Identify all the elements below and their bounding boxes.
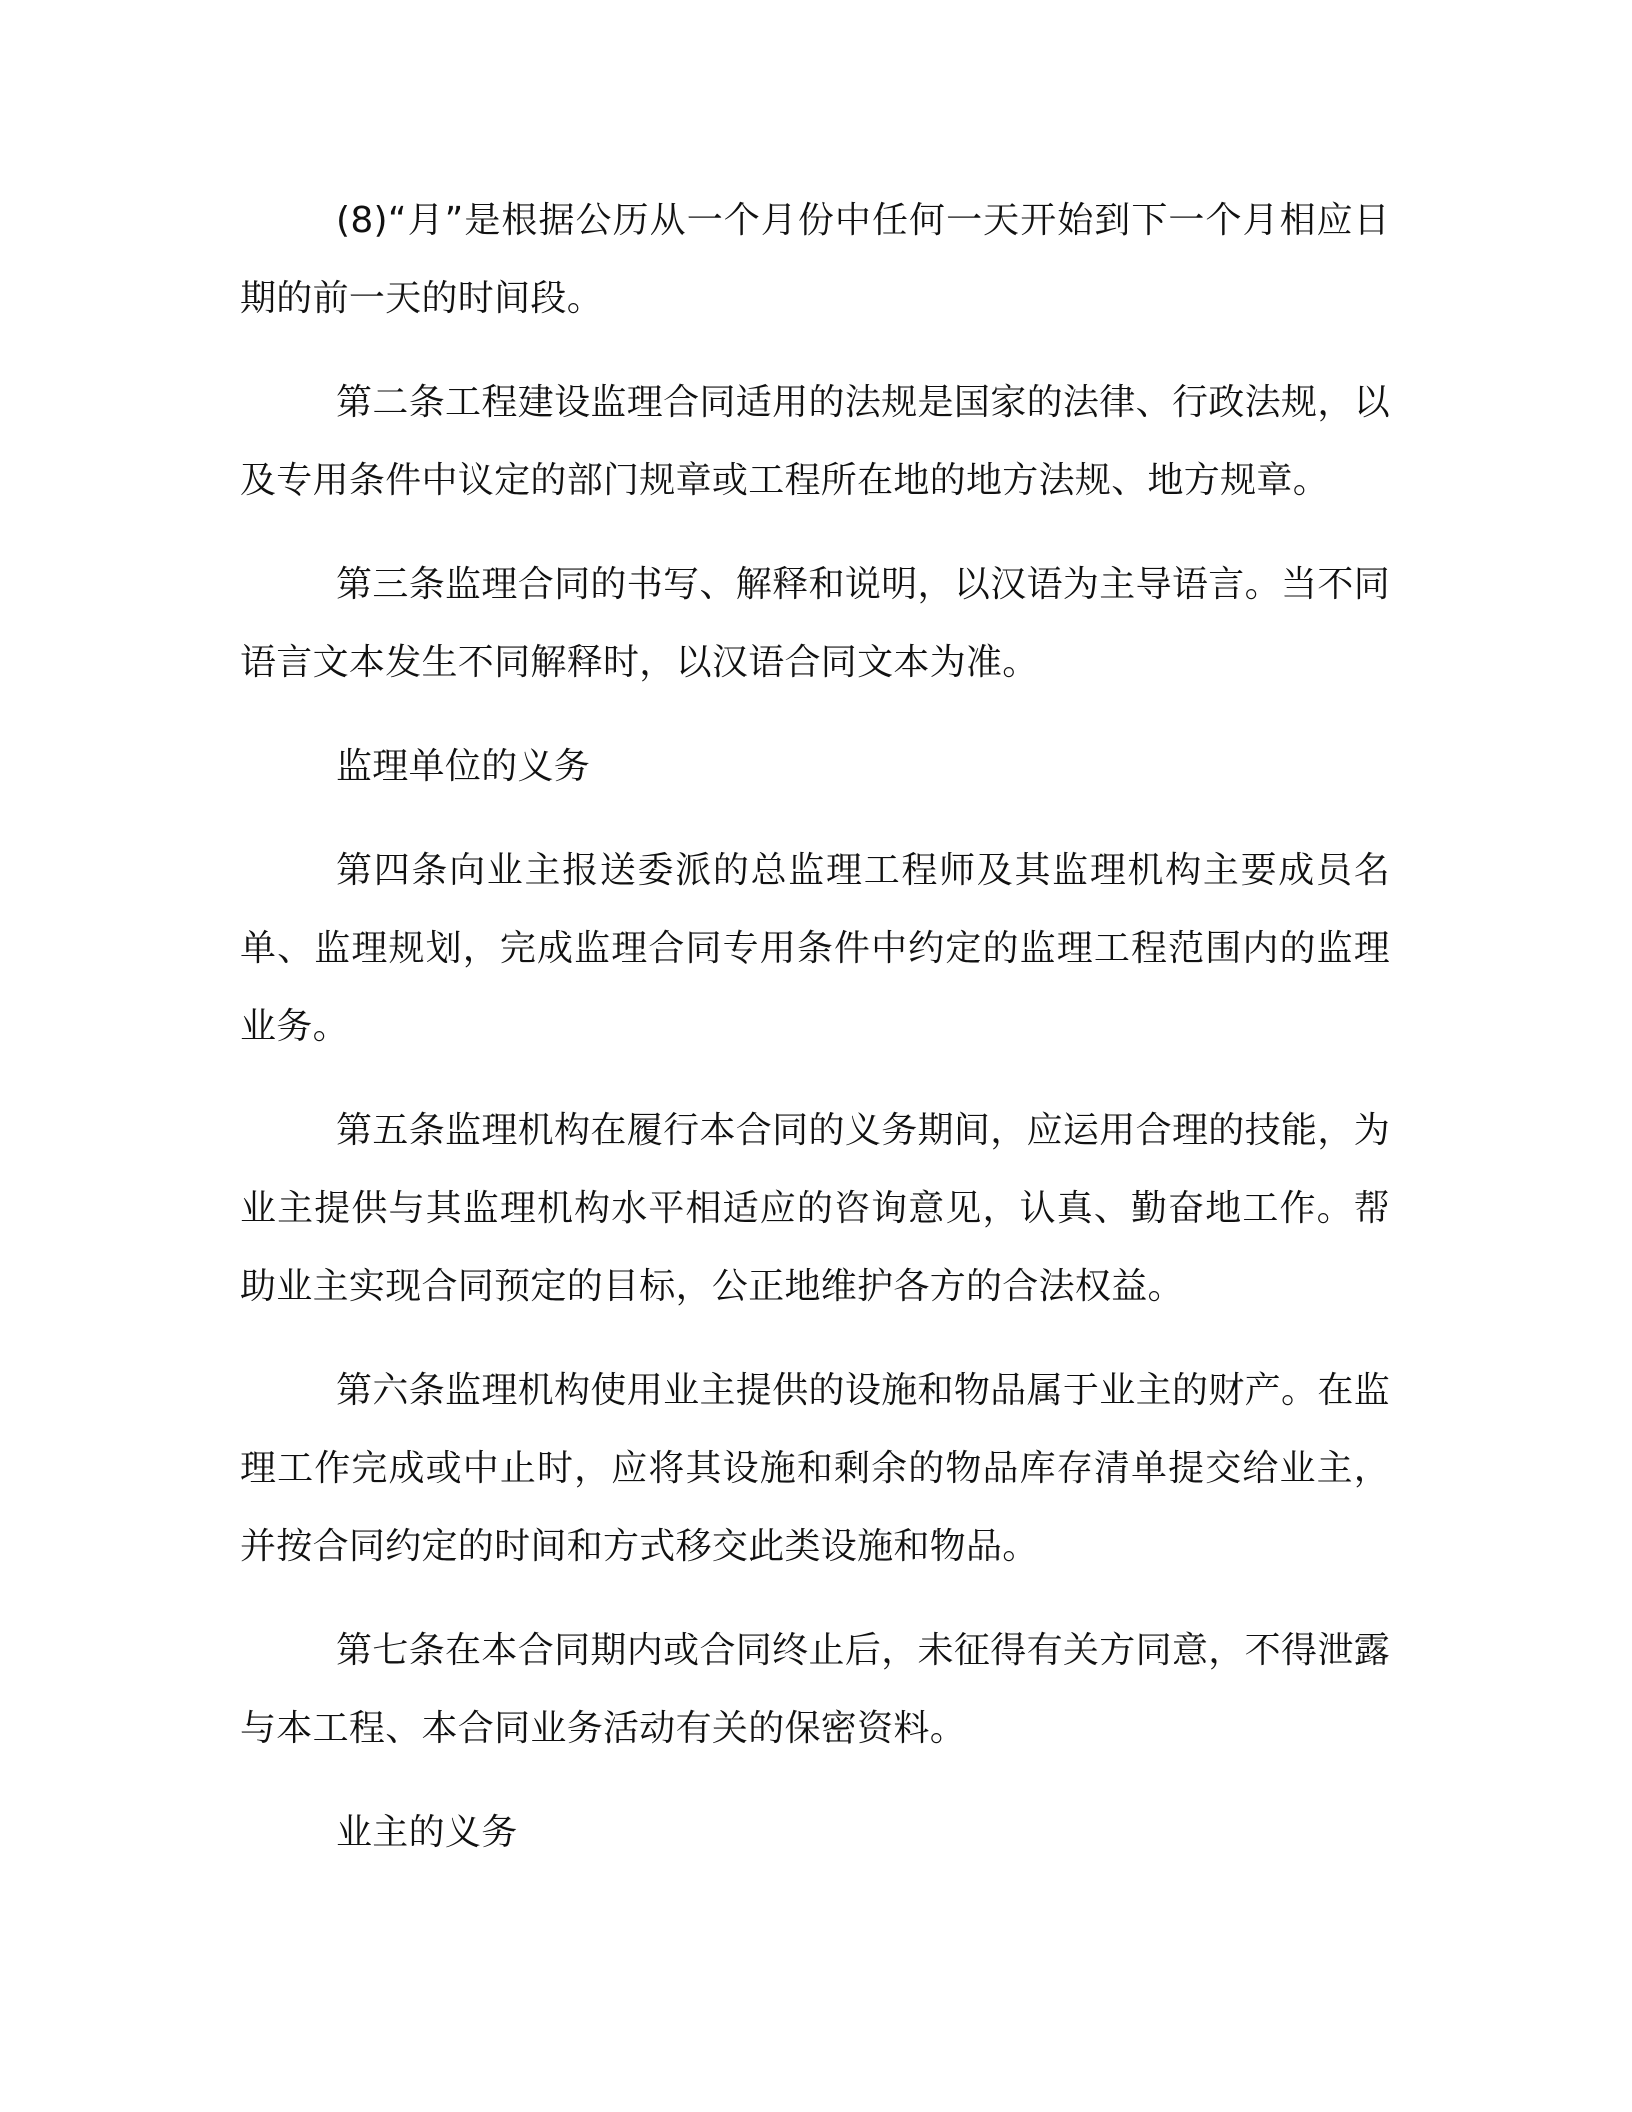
paragraph-article-3: 第三条监理合同的书写、解释和说明，以汉语为主导语言。当不同语言文本发生不同解释时，以汉语合同文本为准。	[240, 564, 1390, 683]
section-heading-owner-obligations: 业主的义务	[336, 1812, 518, 1853]
section-heading-supervisor-obligations: 监理单位的义务	[336, 746, 591, 787]
paragraph-article-5: 第五条监理机构在履行本合同的义务期间，应运用合理的技能，为业主提供与其监理机构水平相适应的咨询意见，认真、勤奋地工作。帮助业主实现合同预定的目标，公正地维护各方的合法权益。	[240, 1110, 1390, 1307]
paragraph-definition-month: (8)“月”是根据公历从一个月份中任何一天开始到下一个月相应日期的前一天的时间段。	[240, 200, 1390, 319]
document-body	[240, 182, 1390, 1898]
paragraph-article-7: 第七条在本合同期内或合同终止后，未征得有关方同意，不得泄露与本工程、本合同业务活动有关的保密资料。	[240, 1630, 1390, 1749]
paragraph-article-6: 第六条监理机构使用业主提供的设施和物品属于业主的财产。在监理工作完成或中止时，应将其设施和剩余的物品库存清单提交给业主，并按合同约定的时间和方式移交此类设施和物品。	[240, 1370, 1390, 1567]
paragraph-article-4: 第四条向业主报送委派的总监理工程师及其监理机构主要成员名单、监理规划，完成监理合同专用条件中约定的监理工程范围内的监理业务。	[240, 850, 1390, 1047]
paragraph-article-2: 第二条工程建设监理合同适用的法规是国家的法律、行政法规，以及专用条件中议定的部门规章或工程所在地的地方法规、地方规章。	[240, 382, 1390, 501]
